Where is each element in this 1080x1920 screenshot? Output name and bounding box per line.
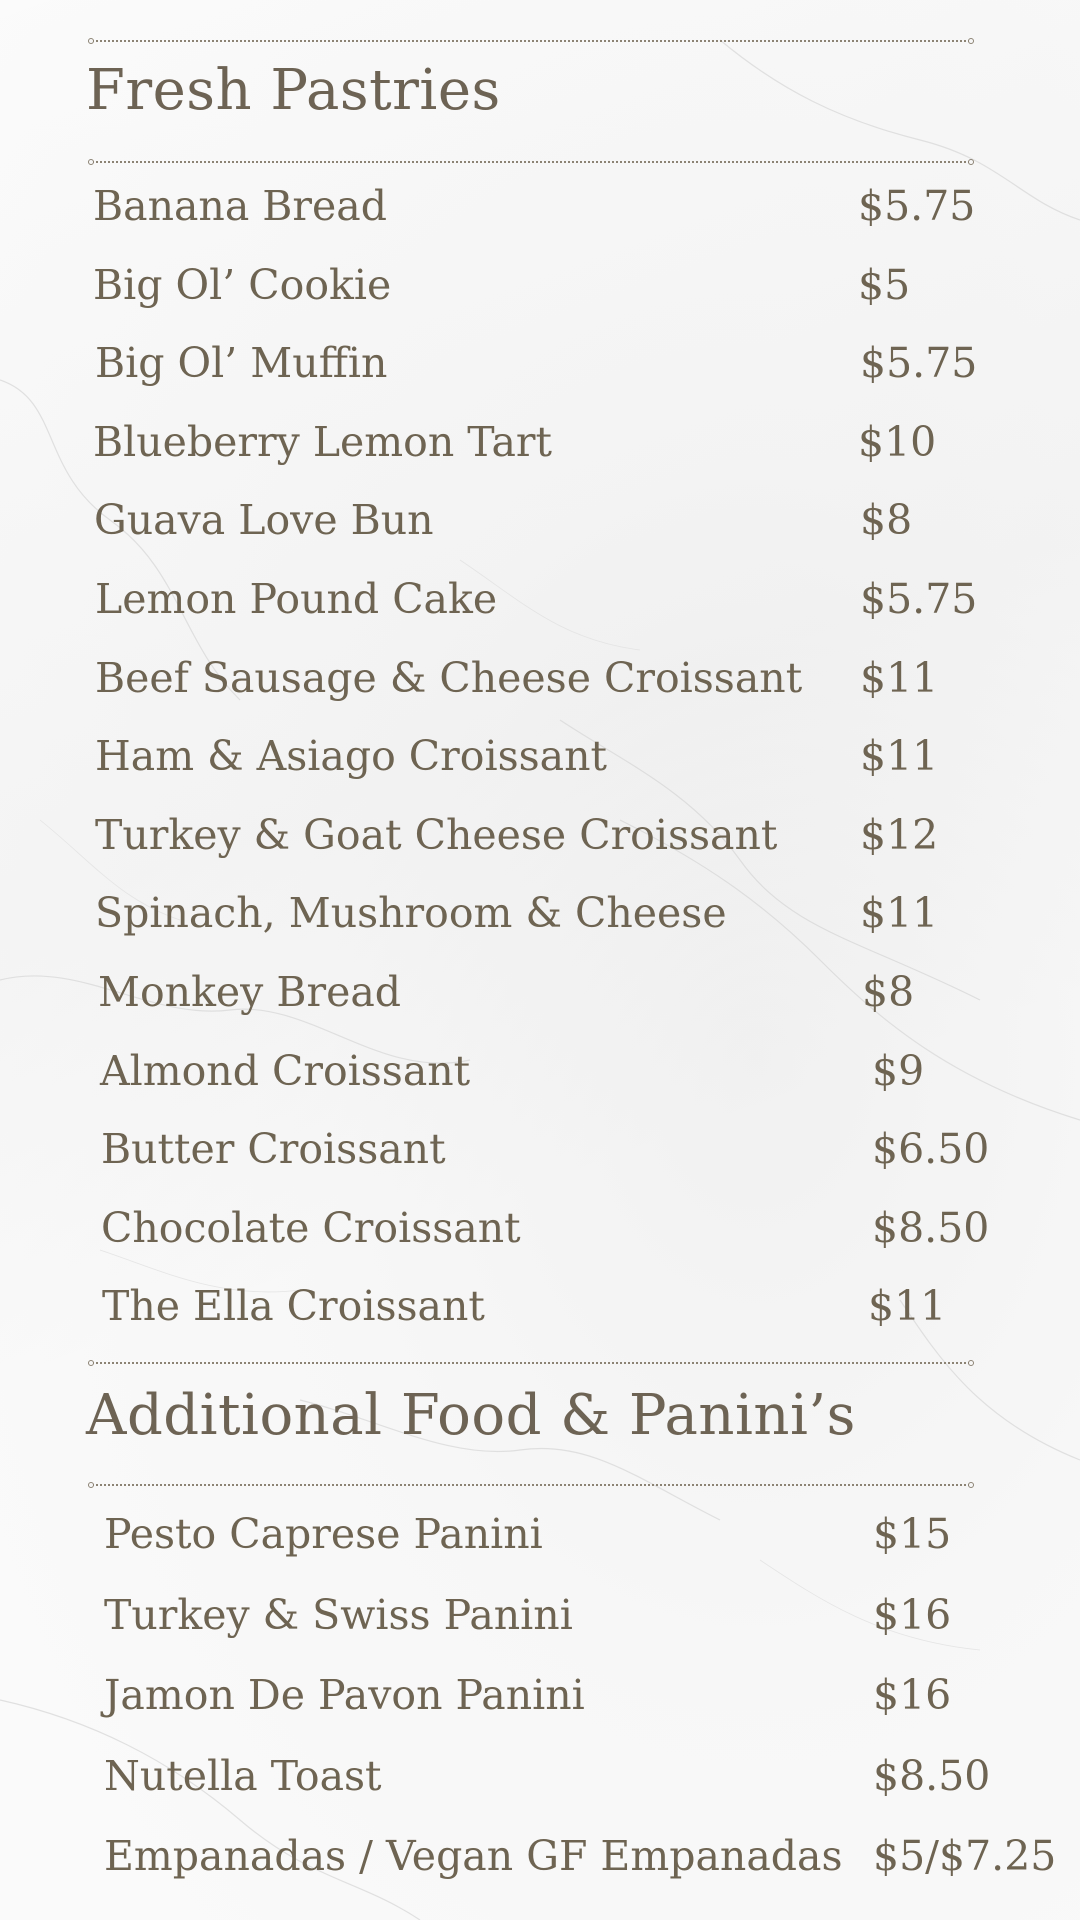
section-title: Fresh Pastries xyxy=(86,58,501,123)
item-price: $5.75 xyxy=(860,339,978,388)
item-price: $16 xyxy=(873,1590,952,1639)
item-name: Almond Croissant xyxy=(100,1046,471,1095)
item-name: Chocolate Croissant xyxy=(101,1203,521,1252)
item-price: $12 xyxy=(860,810,939,859)
item-name: Spinach, Mushroom & Cheese xyxy=(95,889,727,938)
item-name: Guava Love Bun xyxy=(94,496,434,545)
section-divider-top xyxy=(88,38,974,44)
section-title: Additional Food & Panini’s xyxy=(86,1383,856,1448)
menu-item xyxy=(0,496,1080,556)
menu-item xyxy=(0,889,1080,949)
item-price: $11 xyxy=(860,732,939,781)
menu-item xyxy=(0,1047,1080,1107)
item-name: Nutella Toast xyxy=(104,1751,382,1800)
item-name: Lemon Pound Cake xyxy=(95,575,498,623)
item-price: $11 xyxy=(860,889,939,938)
menu-item xyxy=(0,654,1080,714)
item-price: $16 xyxy=(873,1671,952,1719)
menu-item xyxy=(0,1510,1080,1570)
item-name: Ham & Asiago Croissant xyxy=(95,732,607,781)
section-divider-top xyxy=(88,1360,974,1366)
menu-item xyxy=(0,1204,1080,1264)
menu-item xyxy=(0,811,1080,871)
menu-item xyxy=(0,575,1080,635)
item-price: $5.75 xyxy=(858,182,976,230)
item-price: $5/$7.25 xyxy=(873,1832,1057,1880)
menu-item xyxy=(0,968,1080,1028)
item-name: Big Ol’ Cookie xyxy=(93,260,392,309)
menu-item xyxy=(0,1282,1080,1342)
menu-item xyxy=(0,1832,1080,1892)
menu-item xyxy=(0,1591,1080,1651)
item-price: $6.50 xyxy=(872,1125,990,1174)
menu-item xyxy=(0,339,1080,399)
item-price: $8.50 xyxy=(872,1203,990,1252)
item-price: $15 xyxy=(873,1510,952,1558)
menu-item xyxy=(0,1671,1080,1731)
item-price: $10 xyxy=(858,417,937,466)
item-price: $11 xyxy=(868,1282,947,1331)
menu-item xyxy=(0,732,1080,792)
item-name: Empanadas / Vegan GF Empanadas xyxy=(104,1832,843,1880)
menu-item xyxy=(0,261,1080,321)
item-price: $11 xyxy=(860,653,939,702)
item-name: Banana Bread xyxy=(93,182,387,230)
menu-item xyxy=(0,1752,1080,1812)
section-divider-bottom xyxy=(88,159,974,165)
menu-item xyxy=(0,182,1080,242)
item-name: Beef Sausage & Cheese Croissant xyxy=(95,653,803,702)
item-price: $8 xyxy=(860,496,913,545)
section-divider-bottom xyxy=(88,1482,974,1488)
item-name: Turkey & Swiss Panini xyxy=(104,1590,573,1639)
item-price: $5.75 xyxy=(860,575,978,623)
item-name: The Ella Croissant xyxy=(102,1282,485,1331)
item-name: Butter Croissant xyxy=(101,1125,446,1174)
item-price: $5 xyxy=(858,260,911,309)
item-name: Big Ol’ Muffin xyxy=(95,339,388,388)
item-name: Turkey & Goat Cheese Croissant xyxy=(95,810,778,859)
item-name: Pesto Caprese Panini xyxy=(104,1510,543,1558)
item-price: $8 xyxy=(862,968,915,1016)
menu-item xyxy=(0,418,1080,478)
item-name: Jamon De Pavon Panini xyxy=(104,1671,585,1719)
item-price: $8.50 xyxy=(873,1751,991,1800)
item-name: Monkey Bread xyxy=(98,968,402,1016)
item-price: $9 xyxy=(872,1046,925,1095)
menu-item xyxy=(0,1125,1080,1185)
item-name: Blueberry Lemon Tart xyxy=(93,417,552,466)
